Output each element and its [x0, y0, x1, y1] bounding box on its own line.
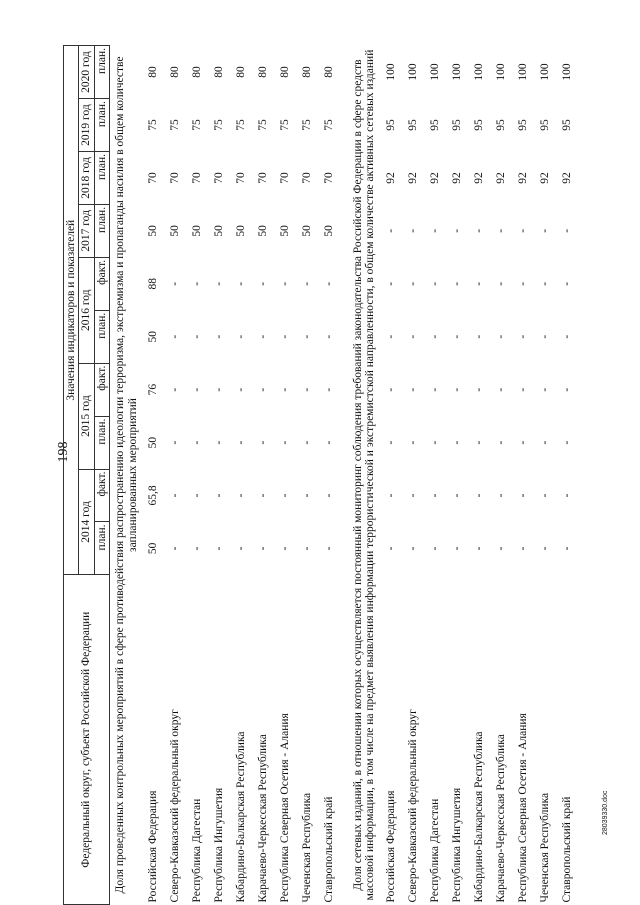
- value-cell: 92: [538, 172, 551, 184]
- value-cell: 92: [384, 172, 397, 184]
- region-name: Российская Федерация: [384, 790, 397, 903]
- value-cell: 70: [300, 172, 313, 184]
- value-cell: -: [494, 228, 507, 233]
- region-name: Ставропольский край: [560, 796, 573, 903]
- value-cell: 50: [234, 225, 247, 237]
- region-name: Карачаево-Черкесская Республика: [256, 734, 269, 903]
- value-cell: 50: [278, 225, 291, 237]
- value-cell: 50: [146, 330, 159, 343]
- table-row: [380, 46, 402, 905]
- value-cell: 50: [168, 225, 181, 237]
- value-cell: 70: [146, 172, 159, 184]
- value-cell: -: [494, 334, 507, 339]
- plan-subheader: план.: [94, 151, 109, 204]
- value-cell: -: [494, 546, 507, 551]
- value-cell: -: [234, 387, 247, 392]
- value-cell: -: [560, 387, 573, 392]
- value-cell: -: [538, 228, 551, 233]
- value-cell: -: [300, 546, 313, 551]
- region-name: Республика Ингушетия: [450, 787, 463, 903]
- value-cell: 75: [300, 119, 313, 131]
- value-cell: 92: [406, 172, 419, 184]
- value-cell: -: [212, 546, 225, 551]
- value-cell: -: [560, 334, 573, 339]
- value-cell: 70: [190, 172, 203, 184]
- value-cell: 75: [146, 119, 159, 131]
- table-row: [512, 46, 534, 905]
- table-row: [186, 46, 208, 905]
- value-cell: 75: [234, 119, 247, 131]
- value-cell: 92: [450, 172, 463, 184]
- value-cell: 92: [472, 172, 485, 184]
- region-name: Кабардино-Балкарская Республика: [234, 731, 247, 903]
- table-row: [142, 46, 164, 905]
- value-cell: -: [472, 281, 485, 286]
- value-cell: -: [538, 334, 551, 339]
- section-title: Доля сетевых изданий, в отношении которых осуществляется постоянный мониторинг соблюдения требований законодательства Российской Федерации в сфере средств массовой информации, в том числе на предмет выявления информации террористической и экстремистской направленности, в общем количестве активных сетевых изданий: [352, 49, 377, 901]
- indicators-table: [63, 45, 578, 905]
- value-cell: -: [472, 440, 485, 445]
- values-column-header: Значения индикаторов и показателей: [64, 46, 79, 575]
- document-id: 28039330.doc: [602, 790, 609, 835]
- region-name: Карачаево-Черкесская Республика: [494, 734, 507, 903]
- value-cell: -: [212, 334, 225, 339]
- value-cell: 50: [212, 225, 225, 237]
- value-cell: -: [428, 493, 441, 498]
- value-cell: -: [428, 281, 441, 286]
- value-cell: 50: [146, 225, 159, 237]
- region-name: Кабардино-Балкарская Республика: [472, 731, 485, 903]
- value-cell: -: [300, 493, 313, 498]
- value-cell: -: [428, 546, 441, 551]
- year-header: 2015 год: [79, 363, 94, 469]
- value-cell: 65,8: [146, 485, 159, 506]
- value-cell: -: [190, 334, 203, 339]
- value-cell: 80: [190, 66, 203, 78]
- value-cell: -: [516, 387, 529, 392]
- region-name: Республика Северная Осетия - Алания: [278, 713, 291, 903]
- value-cell: 80: [278, 66, 291, 78]
- region-name: Северо-Кавказский федеральный округ: [406, 709, 419, 903]
- value-cell: 75: [190, 119, 203, 131]
- value-cell: -: [322, 281, 335, 286]
- value-cell: 95: [538, 119, 551, 131]
- section-title: Доля проведенных контрольных мероприятий в сфере противодействия распространению идеологии терроризма, экстремизма и пропаганды насилия в общем количестве запланированных мероприятий: [114, 56, 139, 894]
- value-cell: -: [472, 493, 485, 498]
- value-cell: 100: [406, 63, 419, 81]
- value-cell: 80: [212, 66, 225, 78]
- value-cell: -: [538, 493, 551, 498]
- value-cell: -: [516, 440, 529, 445]
- value-cell: -: [450, 387, 463, 392]
- value-cell: -: [212, 440, 225, 445]
- value-cell: 75: [256, 119, 269, 131]
- value-cell: 88: [146, 278, 159, 290]
- value-cell: 70: [278, 172, 291, 184]
- value-cell: -: [278, 493, 291, 498]
- value-cell: 100: [428, 63, 441, 81]
- value-cell: -: [516, 281, 529, 286]
- value-cell: -: [168, 334, 181, 339]
- region-name: Республика Северная Осетия - Алания: [516, 713, 529, 903]
- year-header: 2018 год: [79, 151, 94, 204]
- value-cell: -: [450, 493, 463, 498]
- value-cell: 50: [190, 225, 203, 237]
- value-cell: -: [406, 228, 419, 233]
- table-row: [424, 46, 446, 905]
- value-cell: 75: [212, 119, 225, 131]
- plan-subheader: план.: [94, 416, 109, 469]
- value-cell: -: [538, 440, 551, 445]
- plan-subheader: план.: [94, 204, 109, 257]
- region-name: Чеченская Республика: [538, 792, 551, 903]
- value-cell: 92: [428, 172, 441, 184]
- value-cell: -: [516, 546, 529, 551]
- page-number: 198: [56, 441, 71, 463]
- value-cell: -: [384, 493, 397, 498]
- value-cell: -: [384, 387, 397, 392]
- value-cell: 80: [234, 66, 247, 78]
- value-cell: -: [406, 546, 419, 551]
- value-cell: 70: [212, 172, 225, 184]
- value-cell: 80: [168, 66, 181, 78]
- value-cell: -: [384, 228, 397, 233]
- value-cell: 75: [278, 119, 291, 131]
- value-cell: 75: [322, 119, 335, 131]
- value-cell: 76: [146, 383, 159, 396]
- section-spacer: [340, 46, 348, 905]
- fact-subheader: факт.: [94, 257, 109, 310]
- value-cell: 95: [384, 119, 397, 131]
- value-cell: -: [278, 387, 291, 392]
- table-row: [318, 46, 340, 905]
- value-cell: -: [256, 281, 269, 286]
- table-row: [534, 46, 556, 905]
- value-cell: -: [406, 281, 419, 286]
- year-header: 2016 год: [79, 257, 94, 363]
- value-cell: -: [560, 440, 573, 445]
- value-cell: -: [538, 281, 551, 286]
- value-cell: -: [406, 334, 419, 339]
- table-row: [490, 46, 512, 905]
- plan-subheader: план.: [94, 46, 109, 99]
- value-cell: 80: [146, 66, 159, 78]
- table-row: [230, 46, 252, 905]
- value-cell: -: [190, 546, 203, 551]
- value-cell: -: [560, 228, 573, 233]
- fact-subheader: факт.: [94, 363, 109, 416]
- value-cell: -: [234, 440, 247, 445]
- value-cell: -: [168, 440, 181, 445]
- value-cell: -: [300, 440, 313, 445]
- value-cell: 70: [256, 172, 269, 184]
- value-cell: 100: [450, 63, 463, 81]
- value-cell: -: [168, 387, 181, 392]
- value-cell: -: [256, 440, 269, 445]
- value-cell: -: [212, 493, 225, 498]
- value-cell: -: [450, 334, 463, 339]
- value-cell: -: [450, 281, 463, 286]
- value-cell: -: [384, 546, 397, 551]
- value-cell: 100: [538, 63, 551, 81]
- section-header: [110, 46, 142, 905]
- table-body: [110, 46, 578, 905]
- value-cell: -: [168, 281, 181, 286]
- value-cell: 75: [168, 119, 181, 131]
- value-cell: 70: [168, 172, 181, 184]
- value-cell: -: [406, 440, 419, 445]
- value-cell: 80: [322, 66, 335, 78]
- table-row: [252, 46, 274, 905]
- fact-subheader: факт.: [94, 469, 109, 522]
- value-cell: -: [168, 546, 181, 551]
- value-cell: -: [494, 387, 507, 392]
- value-cell: 50: [256, 225, 269, 237]
- value-cell: -: [450, 440, 463, 445]
- value-cell: -: [278, 440, 291, 445]
- value-cell: -: [256, 334, 269, 339]
- value-cell: -: [538, 546, 551, 551]
- value-cell: -: [300, 387, 313, 392]
- value-cell: -: [472, 546, 485, 551]
- value-cell: 80: [256, 66, 269, 78]
- value-cell: -: [494, 440, 507, 445]
- value-cell: 95: [450, 119, 463, 131]
- region-name: Чеченская Республика: [300, 792, 313, 903]
- section-header: [348, 46, 380, 905]
- value-cell: 70: [322, 172, 335, 184]
- value-cell: -: [300, 334, 313, 339]
- value-cell: -: [256, 546, 269, 551]
- value-cell: -: [384, 334, 397, 339]
- value-cell: -: [516, 228, 529, 233]
- value-cell: -: [560, 546, 573, 551]
- value-cell: 50: [146, 542, 159, 555]
- value-cell: -: [234, 546, 247, 551]
- value-cell: 92: [560, 172, 573, 184]
- value-cell: 95: [428, 119, 441, 131]
- value-cell: -: [560, 281, 573, 286]
- value-cell: 92: [494, 172, 507, 184]
- value-cell: 100: [384, 63, 397, 81]
- value-cell: -: [168, 493, 181, 498]
- table-row: [468, 46, 490, 905]
- value-cell: -: [322, 440, 335, 445]
- year-header: 2020 год: [79, 46, 94, 99]
- value-cell: 70: [234, 172, 247, 184]
- plan-subheader: план.: [94, 99, 109, 152]
- year-header: 2017 год: [79, 204, 94, 257]
- region-name: Российская Федерация: [146, 790, 159, 903]
- value-cell: -: [234, 334, 247, 339]
- table-row: [446, 46, 468, 905]
- rotated-page-content: [63, 25, 613, 905]
- value-cell: -: [472, 334, 485, 339]
- value-cell: -: [190, 493, 203, 498]
- region-name: Республика Дагестан: [428, 798, 441, 903]
- value-cell: -: [190, 440, 203, 445]
- plan-subheader: план.: [94, 522, 109, 575]
- value-cell: -: [494, 281, 507, 286]
- value-cell: 100: [472, 63, 485, 81]
- value-cell: 80: [300, 66, 313, 78]
- table-row: [208, 46, 230, 905]
- value-cell: -: [278, 281, 291, 286]
- value-cell: 100: [560, 63, 573, 81]
- value-cell: -: [234, 281, 247, 286]
- table-row: [556, 46, 578, 905]
- value-cell: 95: [472, 119, 485, 131]
- value-cell: -: [406, 387, 419, 392]
- value-cell: -: [322, 546, 335, 551]
- value-cell: 50: [322, 225, 335, 237]
- value-cell: -: [406, 493, 419, 498]
- value-cell: -: [212, 387, 225, 392]
- value-cell: -: [428, 228, 441, 233]
- value-cell: -: [472, 228, 485, 233]
- value-cell: -: [538, 387, 551, 392]
- region-column-header: Федеральный округ, субъект Российской Федерации: [64, 575, 110, 905]
- value-cell: -: [384, 281, 397, 286]
- value-cell: -: [322, 387, 335, 392]
- table-row: [164, 46, 186, 905]
- value-cell: -: [450, 546, 463, 551]
- value-cell: 100: [516, 63, 529, 81]
- value-cell: -: [278, 334, 291, 339]
- value-cell: -: [428, 387, 441, 392]
- year-header: 2014 год: [79, 469, 94, 575]
- table-row: [274, 46, 296, 905]
- value-cell: -: [428, 440, 441, 445]
- region-name: Республика Дагестан: [190, 798, 203, 903]
- value-cell: -: [234, 493, 247, 498]
- table-row: [402, 46, 424, 905]
- value-cell: -: [322, 334, 335, 339]
- value-cell: -: [472, 387, 485, 392]
- value-cell: 95: [560, 119, 573, 131]
- year-header: 2019 год: [79, 99, 94, 152]
- plan-subheader: план.: [94, 310, 109, 363]
- value-cell: -: [516, 493, 529, 498]
- value-cell: -: [428, 334, 441, 339]
- value-cell: -: [190, 281, 203, 286]
- region-name: Республика Ингушетия: [212, 787, 225, 903]
- value-cell: 95: [406, 119, 419, 131]
- value-cell: -: [384, 440, 397, 445]
- value-cell: 95: [516, 119, 529, 131]
- value-cell: 92: [516, 172, 529, 184]
- value-cell: -: [300, 281, 313, 286]
- value-cell: -: [560, 493, 573, 498]
- value-cell: -: [516, 334, 529, 339]
- value-cell: -: [450, 228, 463, 233]
- value-cell: -: [190, 387, 203, 392]
- region-name: Северо-Кавказский федеральный округ: [168, 709, 181, 903]
- value-cell: 100: [494, 63, 507, 81]
- value-cell: 50: [146, 436, 159, 449]
- value-cell: 95: [494, 119, 507, 131]
- value-cell: -: [212, 281, 225, 286]
- region-name: Ставропольский край: [322, 796, 335, 903]
- table-row: [296, 46, 318, 905]
- value-cell: -: [256, 493, 269, 498]
- value-cell: -: [278, 546, 291, 551]
- value-cell: 50: [300, 225, 313, 237]
- value-cell: -: [494, 493, 507, 498]
- value-cell: -: [256, 387, 269, 392]
- value-cell: -: [322, 493, 335, 498]
